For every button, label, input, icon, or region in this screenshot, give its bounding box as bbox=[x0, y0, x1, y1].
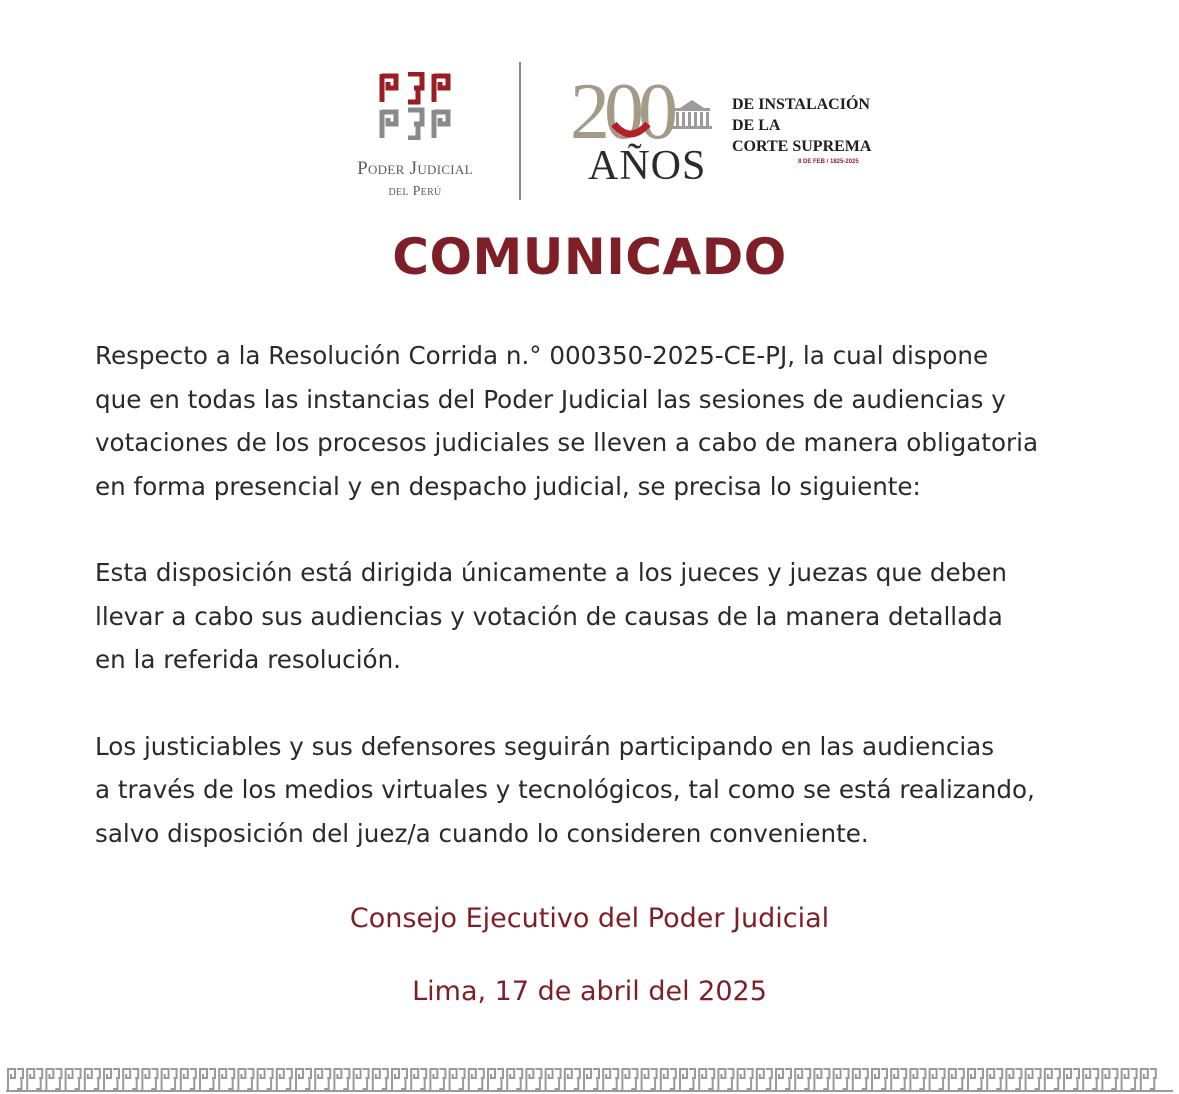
pattern-glyph bbox=[123, 1069, 138, 1090]
pattern-glyph bbox=[910, 1069, 925, 1090]
pattern-glyph bbox=[430, 1069, 445, 1090]
pattern-baseline bbox=[6, 1090, 1173, 1092]
pattern-glyph bbox=[162, 1069, 177, 1090]
pattern-glyph bbox=[200, 1069, 215, 1090]
pattern-glyph bbox=[1026, 1069, 1041, 1090]
pattern-glyph bbox=[258, 1069, 273, 1090]
pattern-glyph bbox=[392, 1069, 407, 1090]
pattern-glyph bbox=[565, 1069, 580, 1090]
pattern-glyph bbox=[411, 1069, 426, 1090]
text-line: a través de los medios virtuales y tecnológicos, tal como se está realizando, bbox=[95, 775, 1035, 804]
pattern-glyph bbox=[718, 1069, 733, 1090]
pattern-glyph bbox=[219, 1069, 234, 1090]
pattern-glyph bbox=[1141, 1069, 1156, 1090]
pattern-glyph bbox=[968, 1069, 983, 1090]
pj-emblem-icon bbox=[378, 72, 452, 140]
pattern-glyph bbox=[603, 1069, 618, 1090]
footer-pattern bbox=[6, 1066, 1173, 1092]
institution-name: Poder Judicial bbox=[357, 158, 473, 179]
text-line: Esta disposición está dirigida únicamente a los jueces y juezas que deben bbox=[95, 558, 1007, 587]
pattern-glyph bbox=[642, 1069, 657, 1090]
anniversary-caption bbox=[732, 94, 902, 165]
anniversary-line: DE LA bbox=[732, 117, 781, 134]
pattern-glyph bbox=[507, 1069, 522, 1090]
institution-country: del Perú bbox=[388, 184, 442, 199]
pattern-glyph bbox=[814, 1069, 829, 1090]
pattern-glyph bbox=[354, 1069, 369, 1090]
pattern-glyph bbox=[85, 1069, 100, 1090]
poder-judicial-logo bbox=[340, 72, 490, 202]
pattern-glyph bbox=[46, 1069, 61, 1090]
bicentennial-logo bbox=[570, 74, 900, 194]
header bbox=[0, 60, 1179, 202]
anniversary-line: DE INSTALACIÓN bbox=[732, 96, 870, 113]
text-line: salvo disposición del juez/a cuando lo consideren conveniente. bbox=[95, 818, 869, 848]
pattern-glyph bbox=[661, 1069, 676, 1090]
pattern-glyph bbox=[27, 1069, 42, 1090]
header-divider bbox=[519, 62, 521, 200]
pattern-glyph bbox=[699, 1069, 714, 1090]
pattern-glyph bbox=[469, 1069, 484, 1090]
pattern-glyph bbox=[181, 1069, 196, 1090]
pattern-glyph bbox=[526, 1069, 541, 1090]
pattern-glyph bbox=[66, 1069, 81, 1090]
pattern-glyph bbox=[930, 1069, 945, 1090]
svg-text:200: 200 bbox=[570, 74, 672, 144]
pattern-glyph bbox=[277, 1069, 292, 1090]
pattern-glyph bbox=[949, 1069, 964, 1090]
text-line: en la referida resolución. bbox=[95, 645, 401, 674]
pattern-glyph bbox=[1102, 1069, 1117, 1090]
pattern-glyph bbox=[1045, 1069, 1060, 1090]
paragraph-1 bbox=[95, 334, 1090, 508]
pattern-glyph bbox=[315, 1069, 330, 1090]
pattern-glyph bbox=[334, 1069, 349, 1090]
pattern-glyph bbox=[450, 1069, 465, 1090]
anniversary-unit: AÑOS bbox=[588, 143, 707, 189]
pattern-glyph bbox=[1064, 1069, 1079, 1090]
pattern-glyph bbox=[584, 1069, 599, 1090]
pattern-glyph bbox=[853, 1069, 868, 1090]
signature: Consejo Ejecutivo del Poder Judicial bbox=[349, 903, 830, 934]
pattern-glyph bbox=[142, 1069, 157, 1090]
text-line: Los justiciables y sus defensores seguirán participando en las audiencias bbox=[95, 731, 995, 761]
text-line: en forma presencial y en despacho judicial, se precisa lo siguiente: bbox=[95, 471, 921, 501]
pattern-glyph bbox=[872, 1069, 887, 1090]
date-line: Lima, 17 de abril del 2025 bbox=[412, 976, 767, 1007]
pattern-glyph bbox=[795, 1069, 810, 1090]
pattern-glyph bbox=[1122, 1069, 1137, 1090]
pattern-glyph bbox=[8, 1069, 23, 1090]
pattern-glyph bbox=[238, 1069, 253, 1090]
text-line: que en todas las instancias del Poder Judicial las sesiones de audiencias y bbox=[95, 384, 1006, 414]
pattern-glyph bbox=[104, 1069, 119, 1090]
pattern-glyph bbox=[1006, 1069, 1021, 1090]
pattern-glyph bbox=[373, 1069, 388, 1090]
pattern-glyph bbox=[1083, 1069, 1098, 1090]
paragraph-2 bbox=[95, 551, 1090, 682]
pattern-glyph bbox=[546, 1069, 561, 1090]
pattern-glyph bbox=[834, 1069, 849, 1090]
bicentennial-number bbox=[570, 74, 730, 144]
paragraph-3 bbox=[95, 725, 1090, 856]
pattern-glyph bbox=[680, 1069, 695, 1090]
anniversary-date: 8 DE FEB / 1825-2025 bbox=[798, 159, 859, 165]
anniversary-line: CORTE SUPREMA bbox=[732, 138, 872, 155]
pattern-glyph bbox=[488, 1069, 503, 1090]
text-line: llevar a cabo sus audiencias y votación de causas de la manera detallada bbox=[95, 601, 1003, 631]
page-title: COMUNICADO bbox=[392, 228, 787, 286]
text-line: Respecto a la Resolución Corrida n.° 000350-2025-CE-PJ, la cual dispone bbox=[95, 341, 989, 370]
pattern-glyph bbox=[776, 1069, 791, 1090]
pattern-glyph bbox=[296, 1069, 311, 1090]
courthouse-icon bbox=[672, 100, 712, 129]
pattern-glyph bbox=[987, 1069, 1002, 1090]
pattern-glyph bbox=[622, 1069, 637, 1090]
pattern-glyph bbox=[738, 1069, 753, 1090]
text-line: votaciones de los procesos judiciales se lleven a cabo de manera obligatoria bbox=[95, 428, 1039, 457]
pattern-glyph bbox=[757, 1069, 772, 1090]
communique-body bbox=[95, 334, 1090, 898]
pattern-glyph bbox=[891, 1069, 906, 1090]
